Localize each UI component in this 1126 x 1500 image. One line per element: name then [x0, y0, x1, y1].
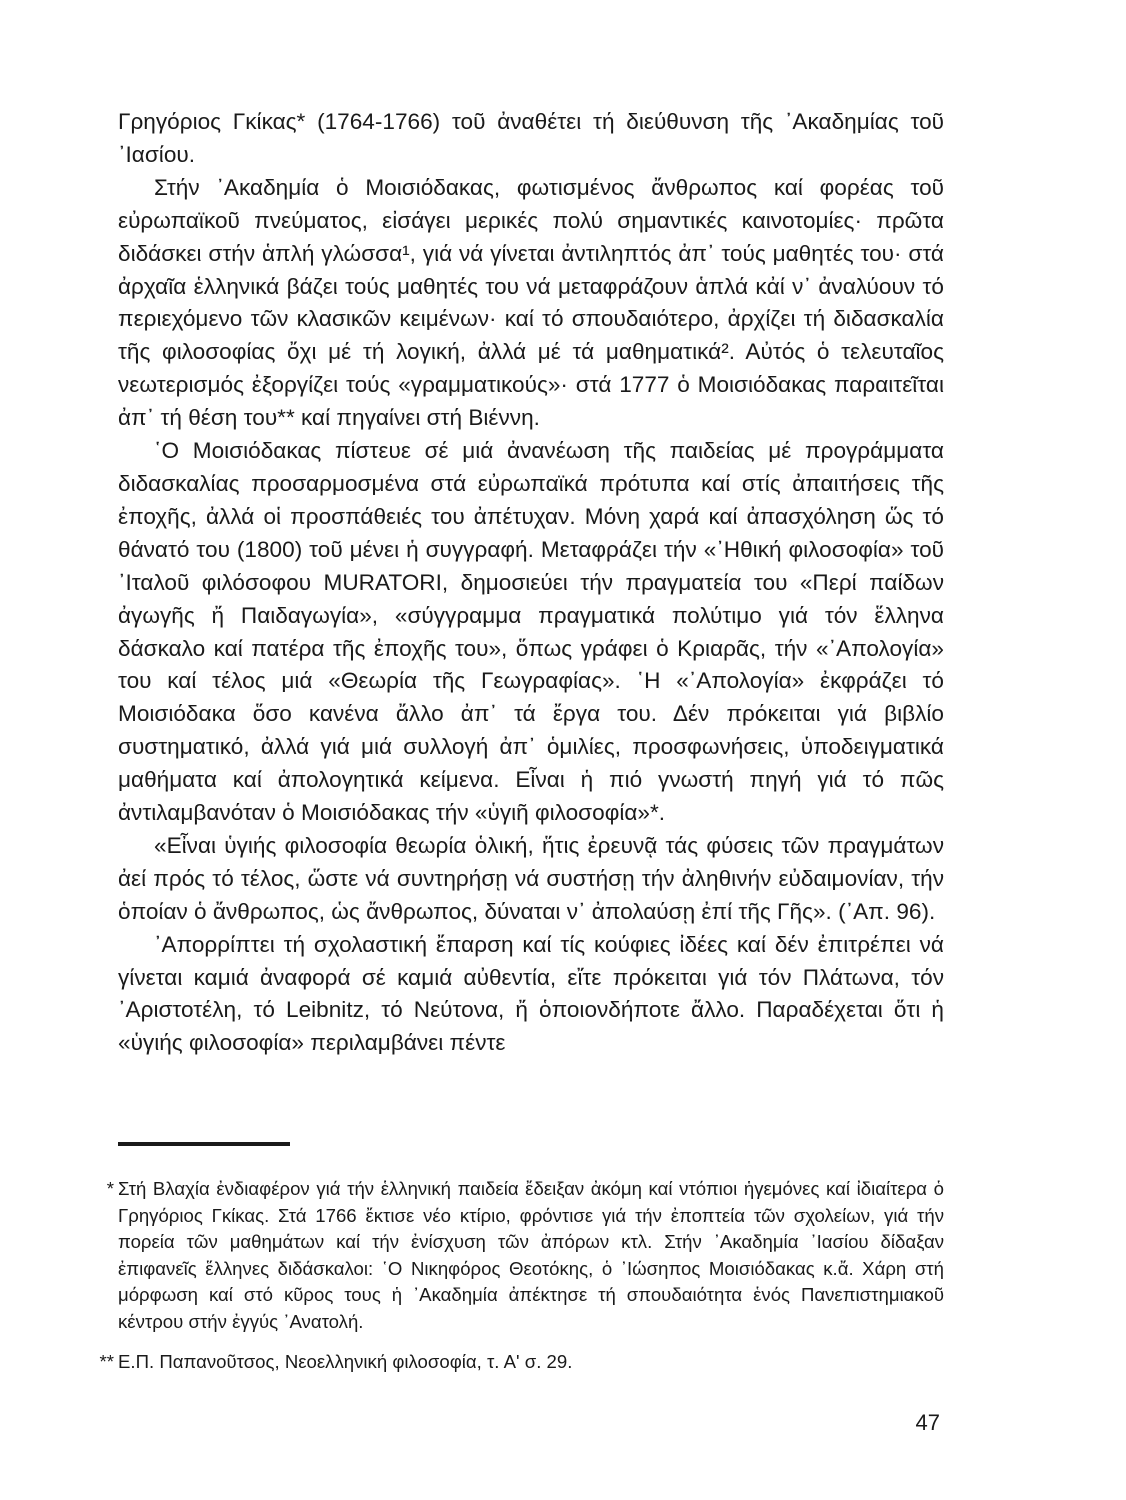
- footnote-1-text: Στή Βλαχία ἐνδιαφέρον γιά τήν ἑλληνική παιδεία ἔδειξαν ἀκόμη καί ντόπιοι ἡγεμόνες καί ἰδιαίτερα ὁ Γρηγόριος Γκίκας. Στά 1766 ἔκτισε νέο κτίριο, φρόντισε γιά τήν ἐποπτεία τῶν σχολείων, γιά τήν πορεία τῶν μαθημάτων καί τήν ἐνίσχυση τῶν ἀπόρων κτλ. Στήν ᾿Ακαδημία ᾿Ιασίου δίδαξαν ἐπιφανεῖς ἕλληνες διδάσκαλοι: ῾Ο Νικηφόρος Θεοτόκης, ὁ ᾿Ιώσηπος Μοισιόδακας κ.ἄ. Χάρη στή μόρφωση καί στό κῦρος τους ἡ ᾿Ακαδημία ἀπέκτησε τή σπουδαιότητα ἑνός Πανεπιστημιακοῦ κέντρου στήν ἐγγύς ᾿Ανατολή.: [118, 1178, 944, 1332]
- paragraph-2: Στήν ᾿Ακαδημία ὁ Μοισιόδακας, φωτισμένος ἄνθρωπος καί φορέας τοῦ εὐρωπαϊκοῦ πνεύματος, εἰσάγει μερικές πολύ σημαντικές καινοτομίες· πρῶτα διδάσκει στήν ἁπλή γλώσσα¹, γιά νά γίνεται ἀντιληπτός ἀπ᾿ τούς μαθητές του· στά ἀρχαῖα ἑλληνικά βάζει τούς μαθητές του νά μεταφράζουν ἁπλά κἀί ν᾿ ἀναλύουν τό περιεχόμενο τῶν κλασικῶν κειμένων· καί τό σπουδαιότερο, ἀρχίζει τή διδασκαλία τῆς φιλοσοφίας ὄχι μέ τή λογική, ἀλλά μέ τά μαθηματικά². Αὐτός ὁ τελευταῖος νεωτερισμός ἐξοργίζει τούς «γραμματικούς»· στά 1777 ὁ Μοισιόδακας παραιτεῖται ἀπ᾿ τή θέση του** καί πηγαίνει στή Βιέννη.: [118, 174, 944, 431]
- page-number: 47: [915, 1410, 940, 1435]
- paragraph-3: ῾Ο Μοισιόδακας πίστευε σέ μιά ἀνανέωση τῆς παιδείας μέ προγράμματα διδασκαλίας προσαρμοσμένα στά εὐρωπαϊκά πρότυπα καί στίς ἀπαιτήσεις τῆς ἐποχῆς, ἀλλά οἱ προσπάθειές του ἀπέτυχαν. Μόνη χαρά καί ἀπασχόληση ὥς τό θάνατό του (1800) τοῦ μένει ἡ συγγραφή. Μεταφράζει τήν «᾿Ηθική φιλοσοφία» τοῦ ᾿Ιταλοῦ φιλόσοφου MURATORI, δημοσιεύει τήν πραγματεία του «Περί παίδων ἀγωγῆς ἤ Παιδαγωγία», «σύγγραμμα πραγματικά πολύτιμο γιά τόν ἕλληνα δάσκαλο καί πατέρα τῆς ἐποχῆς του», ὅπως γράφει ὁ Κριαρᾶς, τήν «᾿Απολογία» του καί τέλος μιά «Θεωρία τῆς Γεωγραφίας». ῾Η «᾿Απολογία» ἐκφράζει τό Μοισιόδακα ὅσο κανένα ἄλλο ἀπ᾿ τά ἔργα του. Δέν πρόκειται γιά βιβλίο συστηματικό, ἀλλά γιά μιά συλλογή ἀπ᾿ ὁμιλίες, προσφωνήσεις, ὑποδειγματικά μαθήματα καί ἀπολογητικά κείμενα. Εἶναι ἡ πιό γνωστή πηγή γιά τό πῶς ἀντιλαμβανόταν ὁ Μοισιόδακας τήν «ὑγιῆ φιλοσοφία»*.: [118, 438, 944, 826]
- footnote-2-mark: **: [99, 1351, 114, 1372]
- footnote-separator: [118, 1142, 290, 1146]
- footnote-1: [94, 1176, 944, 1335]
- footnotes: [94, 1176, 944, 1376]
- footnote-2-text: Ε.Π. Παπανοῦτσος, Νεοελληνική φιλοσοφία, τ. Α' σ. 29.: [118, 1351, 573, 1372]
- footnote-2: [94, 1349, 944, 1376]
- paragraph-1: Γρηγόριος Γκίκας* (1764-1766) τοῦ ἀναθέτει τή διεύθυνση τῆς ᾿Ακαδημίας τοῦ ᾿Ιασίου.: [118, 109, 944, 167]
- paragraph-4-quotation: «Εἶναι ὑγιής φιλοσοφία θεωρία ὁλική, ἥτις ἐρευνᾷ τάς φύσεις τῶν πραγμάτων ἀεί πρός τό τέλος, ὥστε νά συντηρήσῃ νά συστήσῃ τήν ἀληθινήν εὐδαιμονίαν, τήν ὁποίαν ὁ ἄνθρωπος, ὡς ἄνθρωπος, δύναται ν᾿ ἀπολαύσῃ ἐπί τῆς Γῆς». (᾿Απ. 96).: [118, 832, 944, 924]
- footnote-1-mark: *: [106, 1178, 114, 1199]
- paragraph-5: ᾿Απορρίπτει τή σχολαστική ἔπαρση καί τίς κούφιες ἰδέες καί δέν ἐπιτρέπει νά γίνεται καμιά ἀναφορά σέ καμιά αὐθεντία, εἴτε πρόκειται γιά τόν Πλάτωνα, τόν ᾿Αριστοτέλη, τό Leibnitz, τό Νεύτονα, ἤ ὁποιονδήποτε ἄλλο. Παραδέχεται ὅτι ἡ «ὑγιής φιλοσοφία» περιλαμβάνει πέντε: [118, 931, 944, 1056]
- main-text: [118, 106, 944, 1060]
